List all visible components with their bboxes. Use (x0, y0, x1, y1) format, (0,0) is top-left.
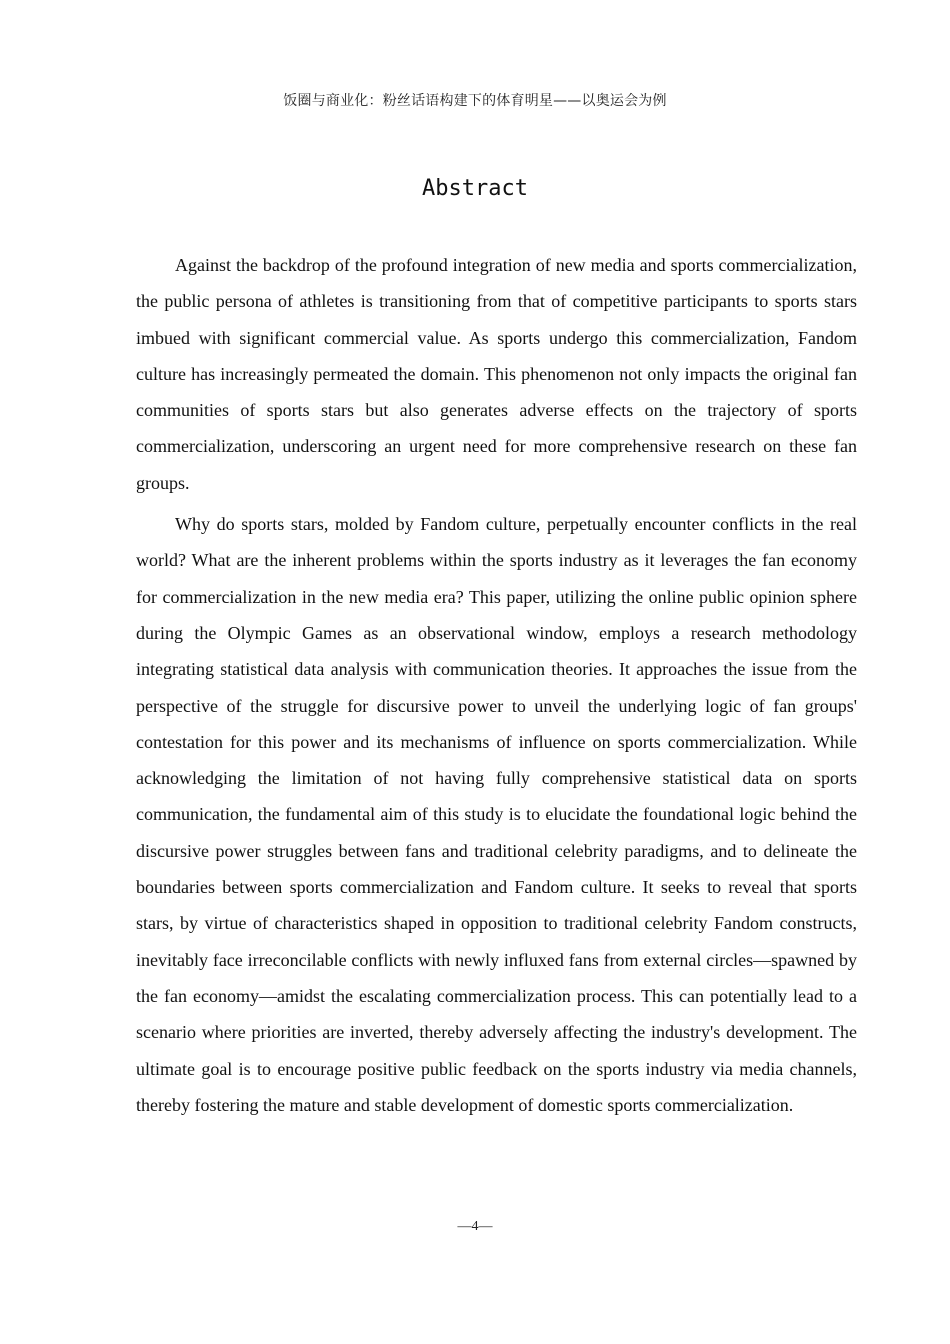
abstract-title: Abstract (422, 176, 528, 201)
running-header: 饭圈与商业化：粉丝话语构建下的体育明星——以奥运会为例 (283, 93, 667, 109)
abstract-paragraph: Against the backdrop of the profound integration of new media and sports commercialization, the public persona of athletes is transitioning from that of competitive participants to sports stars imbued with significant commercial value. As sports undergo this commercialization, Fandom culture has increasingly permeated the domain. This phenomenon not only impacts the original fan communities of sports stars but also generates adverse effects on the trajectory of sports commercialization, underscoring an urgent need for more comprehensive research on these fan groups. (136, 255, 857, 493)
abstract-paragraph: Why do sports stars, molded by Fandom culture, perpetually encounter conflicts in the real world? What are the inherent problems within the sports industry as it leverages the fan economy for commercialization in the new media era? This paper, utilizing the online public opinion sphere during the Olympic Games as an observational window, employs a research methodology integrating statistical data analysis with communication theories. It approaches the issue from the perspective of the struggle for discursive power to unveil the underlying logic of fan groups' contestation for this power and its mechanisms of influence on sports commercialization. While acknowledging the limitation of not having fully comprehensive statistical data on sports communication, the fundamental aim of this study is to elucidate the foundational logic behind the discursive power struggles between fans and traditional celebrity paradigms, and to delineate the boundaries between sports commercialization and Fandom culture. It seeks to reveal that sports stars, by virtue of characteristics shaped in opposition to traditional celebrity Fandom constructs, inevitably face irreconcilable conflicts with newly influxed fans from external circles—spawned by the fan economy—amidst the escalating commercialization process. This can potentially lead to a scenario where priorities are inverted, thereby adversely affecting the industry's development. The ultimate goal is to encourage positive public feedback on the sports industry via media channels, thereby fostering the mature and stable development of domestic sports commercialization. (136, 514, 857, 1115)
abstract-body (136, 247, 857, 1128)
page-number: —4— (457, 1219, 493, 1234)
